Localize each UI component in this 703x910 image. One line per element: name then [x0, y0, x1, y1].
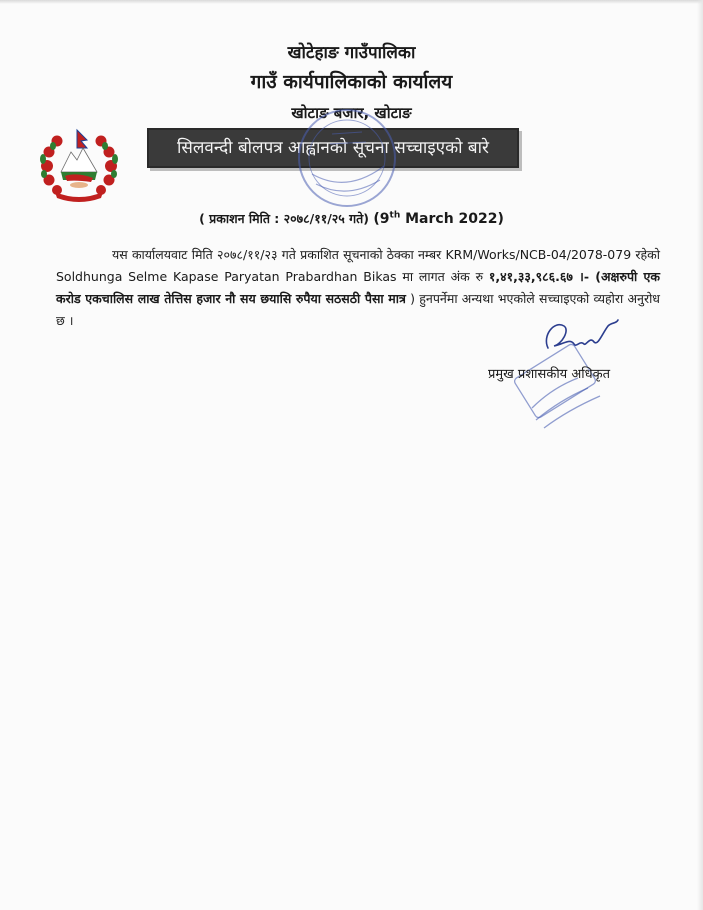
notice-body-text-1: यस कार्यालयवाट मिति २०७८/११/२३ गते प्रकाशित सूचनाको ठेक्का नम्बर KRM/Works/NCB-04/2078-079 रहेको Soldhunga Selme Kapase Paryatan Prabardhan Bikas मा लागत अंक रु [56, 247, 660, 284]
notice-body-amount: १,४१,३३,९८६.६७ ।- (अक्षरुपी एक करोड एकचालिस लाख तेत्तिस हजार नौ सय छयासि रुपैया सठसठी पैसा मात्र [56, 269, 661, 306]
notice-body-text-2: ) हुनपर्नेमा अन्यथा भएकोले सच्चाइएको व्यहोरा अनुरोध छ । [56, 291, 660, 328]
nepal-emblem-icon [37, 128, 121, 204]
publication-date [0, 210, 703, 227]
municipality-name: खोटेहाङ गाउँपालिका [287, 43, 416, 63]
scan-edge-top [0, 0, 703, 4]
notice-title-box: सिलवन्दी बोलपत्र आह्वानको सूचना सच्चाइएको बारे [147, 128, 519, 168]
publication-date-nepali: ( प्रकाशन मिति : २०७८/११/२५ गते) [199, 211, 370, 226]
office-name: गाउँ कार्यपालिकाको कार्यालय [250, 71, 453, 93]
signatory-title: प्रमुख प्रशासकीय अधिकृत [488, 367, 611, 382]
scan-edge-right [697, 0, 703, 910]
office-address: खोटाङ बजार, खोटाङ [291, 104, 412, 122]
signature-icon [540, 314, 620, 362]
publication-date-english: (9th March 2022) [373, 210, 504, 227]
